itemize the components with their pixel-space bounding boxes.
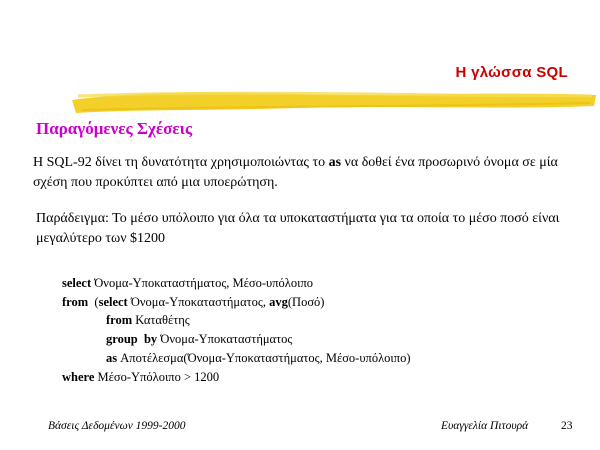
where-keyword: where (62, 369, 95, 384)
subselect-keyword: select (98, 294, 128, 309)
groupby-column: Όνομα-Υποκαταστήματος (157, 332, 293, 347)
alias-keyword: as (106, 350, 118, 365)
where-condition: Μέσο-Υπόλοιπο > 1200 (94, 369, 220, 384)
subfrom-table: Καταθέτης (132, 313, 190, 328)
subfrom-keyword: from (106, 313, 133, 328)
subquery-open-paren: ( (88, 294, 99, 309)
query-line-as (62, 349, 411, 368)
avg-argument: (Ποσό) (287, 294, 325, 309)
intro-text-after: να δοθεί ένα προσωρινό όνομα σε μία σχέση που προκύπτει από μια υποερώτηση. (33, 155, 558, 190)
highlighter-underline (68, 86, 598, 116)
intro-paragraph (33, 153, 573, 193)
subselect-columns: Όνομα-Υποκαταστήματος, (127, 294, 270, 309)
query-line-groupby (62, 330, 411, 349)
example-paragraph: Παράδειγμα: Το μέσο υπόλοιπο για όλα τα υποκαταστήματα για τα οποία το μέσο ποσό είναι μεγαλύτερο των $1200 (36, 211, 560, 246)
alias-definition: Αποτέλεσμα(Όνομα-Υποκαταστήματος, Μέσο-υπόλοιπο) (117, 350, 411, 365)
sql-query (62, 274, 411, 386)
avg-keyword: avg (269, 294, 288, 309)
query-line-subfrom (62, 311, 411, 330)
section-heading: Παραγόμενες Σχέσεις (36, 119, 193, 138)
page-number: 23 (561, 420, 573, 432)
query-line-from (62, 293, 411, 312)
footer-course: Βάσεις Δεδομένων 1999-2000 (48, 420, 186, 432)
query-line-where (62, 368, 411, 387)
groupby-keyword: group by (106, 332, 158, 347)
query-line-select (62, 274, 411, 293)
from-keyword: from (62, 294, 89, 309)
as-keyword: as (328, 155, 342, 170)
intro-text-before: Η SQL-92 δίνει τη δυνατότητα χρησιμοποιώντας το (33, 155, 329, 170)
select-columns: Όνομα-Υποκαταστήματος, Μέσο-υπόλοιπο (91, 276, 314, 290)
footer-author: Ευαγγελία Πιτουρά (441, 420, 529, 432)
select-keyword: select (62, 276, 92, 290)
slide-title: Η γλώσσα SQL (455, 64, 568, 81)
